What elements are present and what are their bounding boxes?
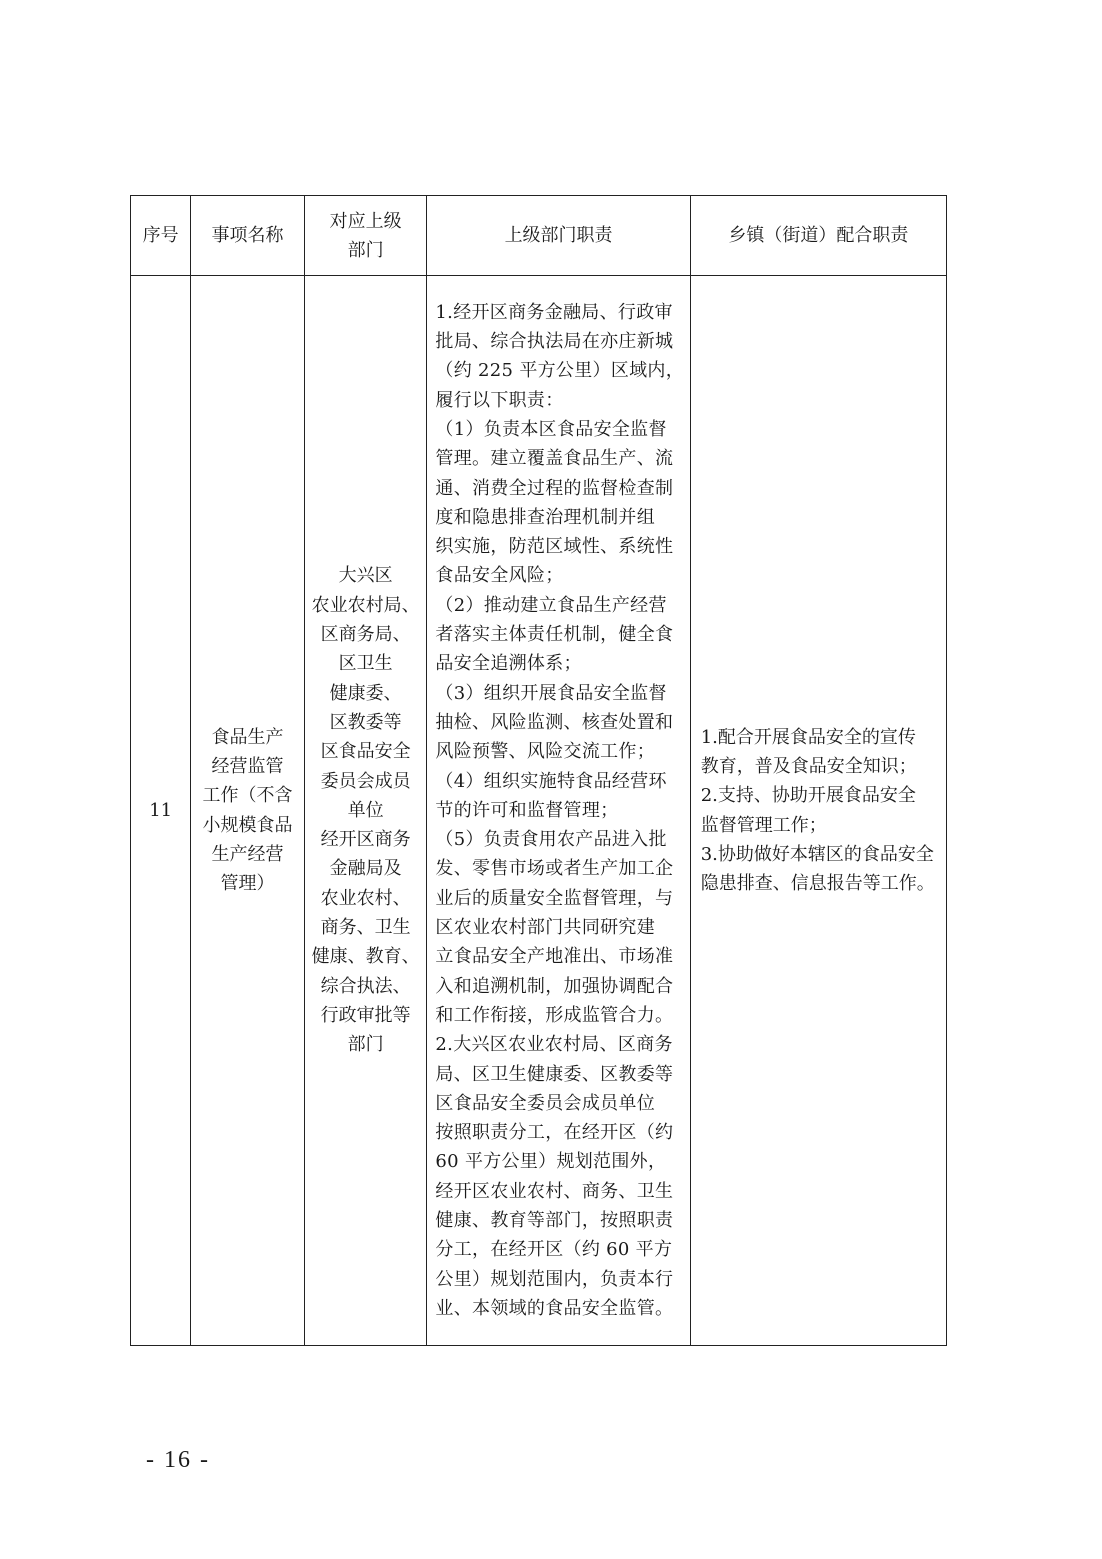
text-line: 经营监管 <box>211 755 284 777</box>
text-line: 农业农村、 <box>320 887 411 909</box>
text-line: 农业农村局、 <box>311 594 420 616</box>
text-line: 工作（不含 <box>202 785 293 807</box>
header-item-name: 事项名称 <box>191 196 305 276</box>
text-line: 风险预警、风险交流工作； <box>435 741 656 763</box>
text-line: 金融局及 <box>329 858 402 880</box>
text-line: 综合执法、 <box>320 975 411 997</box>
text-line: 单位 <box>347 799 384 821</box>
text-line: 局、区卫生健康委、区教委等 <box>435 1063 674 1085</box>
text-line: 抽检、风险监测、核查处置和 <box>435 711 674 733</box>
text-line: 食品生产 <box>211 726 284 748</box>
cell-superior-duty <box>427 276 690 1346</box>
text-line: （3）组织开展食品安全监督 <box>435 682 667 704</box>
superior-dept-text <box>305 561 427 1059</box>
duty-table <box>130 195 947 1346</box>
header-town-cooperation: 乡镇（街道）配合职责 <box>690 196 946 276</box>
text-line: 60 平方公里）规划范围外， <box>435 1151 667 1173</box>
text-line: 区商务局、 <box>320 624 411 646</box>
superior-duty-text <box>427 298 689 1323</box>
text-line: 1.经开区商务金融局、行政审 <box>435 301 673 323</box>
text-line: 小规模食品 <box>202 814 293 836</box>
text-line: 行政审批等 <box>320 1004 411 1026</box>
text-line: 管理。建立覆盖食品生产、流 <box>435 448 674 470</box>
text-line: 通、消费全过程的监督检查制 <box>435 477 674 499</box>
text-line: 2.支持、协助开展食品安全 <box>700 785 916 807</box>
page-number: - 16 - <box>146 1447 210 1473</box>
text-line: 监督管理工作； <box>700 814 827 836</box>
text-line: 节的许可和监督管理； <box>435 799 619 821</box>
text-line: 健康、教育、 <box>311 946 420 968</box>
text-line: 经开区农业农村、商务、卫生 <box>435 1180 674 1202</box>
text-line: 教育，普及食品安全知识； <box>700 755 917 777</box>
text-line: 区卫生 <box>338 653 393 675</box>
text-line: 按照职责分工，在经开区（约 <box>435 1122 674 1144</box>
text-line: 大兴区 <box>338 565 393 587</box>
cell-seq <box>131 276 191 1346</box>
cell-superior-dept <box>304 276 427 1346</box>
text-line: 食品安全风险； <box>435 565 564 587</box>
text-line: 织实施，防范区域性、系统性 <box>435 536 674 558</box>
cell-town-cooperation <box>690 276 946 1346</box>
text-line: 健康委、 <box>329 682 402 704</box>
text-line: 批局、综合执法局在亦庄新城 <box>435 331 674 353</box>
text-line: 业、本领域的食品安全监管。 <box>435 1297 674 1319</box>
text-line: 健康、教育等部门，按照职责 <box>435 1210 674 1231</box>
text-line: 生产经营 <box>211 843 284 865</box>
text-line: 发、零售市场或者生产加工企 <box>435 858 674 880</box>
text-line: 部门 <box>347 1034 384 1056</box>
text-line: 区食品安全委员会成员单位 <box>435 1092 656 1114</box>
town-cooperation-text <box>691 723 946 899</box>
text-line: 区农业农村部门共同研究建 <box>435 917 656 939</box>
text-line: 经开区商务 <box>320 829 411 851</box>
header-dept-line: 部门 <box>347 239 384 261</box>
text-line: 度和隐患排查治理机制并组 <box>435 506 656 528</box>
text-line: 3.协助做好本辖区的食品安全 <box>700 843 934 865</box>
text-line: （1）负责本区食品安全监督 <box>435 418 667 440</box>
text-line: 立食品安全产地准出、市场准 <box>435 946 674 968</box>
header-seq: 序号 <box>131 196 191 276</box>
text-line: （2）推动建立食品生产经营 <box>435 594 667 616</box>
text-line: （约 225 平方公里）区域内， <box>435 360 685 382</box>
header-superior-dept <box>304 196 427 276</box>
header-superior-duty: 上级部门职责 <box>427 196 690 276</box>
text-line: 区食品安全 <box>320 741 411 763</box>
text-line: 业后的质量安全监督管理，与 <box>435 887 674 909</box>
text-line: 管理） <box>220 873 275 895</box>
text-line: 和工作衔接，形成监管合力。 <box>435 1004 674 1026</box>
text-line: 者落实主体责任机制，健全食 <box>435 624 674 646</box>
item-name-text <box>191 723 304 899</box>
text-line: 隐患排查、信息报告等工作。 <box>700 873 935 895</box>
table-header-row <box>131 196 947 276</box>
text-line: 品安全追溯体系； <box>435 653 582 675</box>
text-line: 2.大兴区农业农村局、区商务 <box>435 1034 673 1056</box>
text-line: 商务、卫生 <box>320 917 411 939</box>
text-line: 分工，在经开区（约 60 平方 <box>435 1239 673 1261</box>
text-line: 1.配合开展食品安全的宣传 <box>700 726 916 748</box>
cell-item-name <box>191 276 305 1346</box>
text-line: 履行以下职责： <box>435 389 564 411</box>
header-dept-line: 对应上级 <box>329 210 402 232</box>
text-line: （4）组织实施特食品经营环 <box>435 770 667 792</box>
text-line: 入和追溯机制，加强协调配合 <box>435 975 674 997</box>
text-line: （5）负责食用农产品进入批 <box>435 829 667 851</box>
text-line: 委员会成员 <box>320 770 411 792</box>
text-line: 区教委等 <box>329 711 402 733</box>
table-row <box>131 276 947 1346</box>
text-line: 公里）规划范围内，负责本行 <box>435 1268 674 1290</box>
seq-number: 11 <box>149 800 173 821</box>
